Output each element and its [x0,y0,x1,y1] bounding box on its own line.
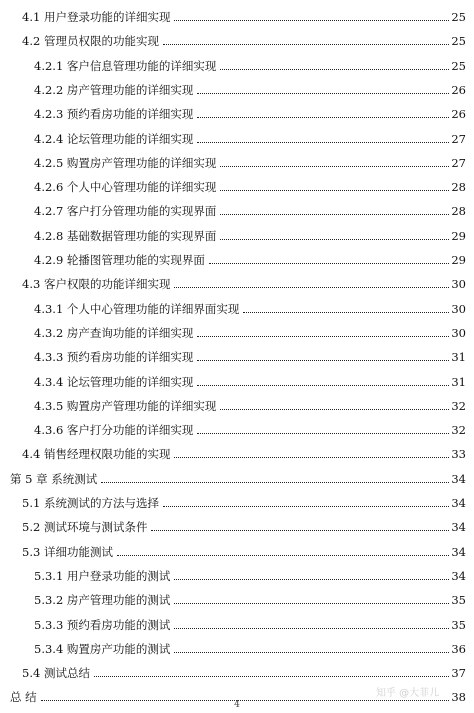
toc-entry-page: 34 [451,520,466,535]
toc-entry-page: 26 [451,82,466,97]
toc-entry[interactable] [22,486,466,510]
toc-entry-title: 4.2.3 预约看房功能的详细实现 [34,107,194,122]
toc-entry-title: 5.3.3 预约看房功能的测试 [34,617,171,632]
toc-entry-page: 29 [451,228,466,243]
toc-leader-dots [117,555,449,556]
toc-leader-dots [174,652,449,653]
toc-entry-page: 31 [451,350,466,365]
toc-entry-title: 5.3 详细功能测试 [22,544,113,559]
toc-entry-page: 27 [451,155,466,170]
toc-entry-title: 4.2.7 客户打分管理功能的实现界面 [34,204,217,219]
toc-leader-dots [197,93,449,94]
toc-entry[interactable] [34,413,466,437]
toc-entry-title: 5.3.1 用户登录功能的测试 [34,568,171,583]
toc-entry[interactable] [22,510,466,534]
toc-leader-dots [174,287,449,288]
toc-leader-dots [163,44,449,45]
toc-entry[interactable] [22,24,466,48]
toc-entry-page: 37 [451,666,466,681]
toc-entry-page: 31 [451,374,466,389]
toc-entry-page: 29 [451,253,466,267]
toc-entry-page: 36 [451,641,466,656]
toc-entry-title: 4.3.1 个人中心管理功能的详细界面实现 [34,301,240,316]
toc-entry-title: 4.3 客户权限的功能详细实现 [22,277,171,292]
toc-entry[interactable] [34,632,466,656]
toc-entry-title: 4.3.6 客户打分功能的详细实现 [34,423,194,438]
toc-entry-title: 5.2 测试环境与测试条件 [22,520,148,535]
toc-entry[interactable] [34,365,466,389]
toc-entry[interactable] [34,49,466,73]
watermark: 知乎 @大菲儿 [376,688,440,699]
toc-entry-title: 4.2.6 个人中心管理功能的详细实现 [34,180,217,195]
toc-entry-title: 4.4 销售经理权限功能的实现 [22,447,171,462]
toc-entry-page: 38 [451,690,466,705]
toc-leader-dots [101,482,449,483]
toc-entry[interactable] [10,462,466,486]
toc-entry-page: 32 [451,423,466,438]
toc-leader-dots [163,506,449,507]
toc-entry[interactable] [34,389,466,413]
toc-entry-title: 5.3.2 房产管理功能的测试 [34,593,171,608]
toc-entry-title: 4.3.4 论坛管理功能的详细实现 [34,374,194,389]
toc-entry-title: 4.2.9 轮播图管理功能的实现界面 [34,253,205,267]
toc-leader-dots [94,676,449,677]
toc-entry[interactable] [34,340,466,364]
toc-entry[interactable] [22,437,466,461]
toc-leader-dots [197,142,449,143]
toc-entry[interactable] [34,559,466,583]
toc-entry[interactable] [34,219,466,243]
toc-entry-page: 34 [451,496,466,510]
toc-entry-title: 4.3.5 购置房产管理功能的详细实现 [34,398,217,413]
toc-leader-dots [220,69,449,70]
toc-entry-page: 27 [451,131,466,146]
toc-entry-title: 5.3.4 购置房产功能的测试 [34,641,171,656]
toc-entry[interactable] [34,583,466,607]
toc-entry-page: 34 [451,568,466,583]
toc-entry-title: 总 结 [10,690,37,705]
toc-leader-dots [174,457,449,458]
toc-entry-page: 26 [451,107,466,122]
toc-entry-title: 4.2 管理员权限的功能实现 [22,34,159,49]
toc-entry[interactable] [34,170,466,194]
toc-entry[interactable] [34,292,466,316]
toc-leader-dots [174,579,449,580]
page-number: 4 [234,700,240,710]
toc-leader-dots [220,166,449,167]
toc-entry-page: 25 [451,10,466,24]
toc-entry-title: 4.3.3 预约看房功能的详细实现 [34,350,194,365]
toc-leader-dots [174,603,449,604]
toc-entry-title: 4.2.8 基础数据管理功能的实现界面 [34,228,217,243]
toc-entry-page: 34 [451,544,466,559]
toc-entry-page: 25 [451,34,466,49]
toc-leader-dots [209,263,449,264]
toc-entry[interactable] [34,194,466,218]
toc-entry-page: 33 [451,447,466,462]
toc-entry-page: 35 [451,617,466,632]
toc-leader-dots [220,239,449,240]
toc-leader-dots [197,433,449,434]
toc-entry-page: 30 [451,277,466,292]
toc-entry-page: 34 [451,471,466,486]
toc-entry-title: 4.2.1 客户信息管理功能的详细实现 [34,58,217,73]
toc-entry[interactable] [22,267,466,291]
toc-entry-title: 4.1 用户登录功能的详细实现 [22,10,171,24]
toc-leader-dots [243,312,449,313]
toc-leader-dots [220,214,449,215]
toc-entry-title: 5.1 系统测试的方法与选择 [22,496,159,510]
toc-entry[interactable] [22,535,466,559]
toc-leader-dots [197,117,449,118]
toc-entry[interactable] [22,656,466,680]
toc-entry[interactable] [34,73,466,97]
toc-entry[interactable] [34,608,466,632]
toc-entry[interactable] [34,97,466,121]
toc-entry-page: 32 [451,398,466,413]
toc-entry-title: 4.2.4 论坛管理功能的详细实现 [34,131,194,146]
toc-entry[interactable] [34,316,466,340]
toc-entry-title: 第 5 章 系统测试 [10,471,98,486]
toc-entry[interactable] [34,122,466,146]
toc-leader-dots [174,20,449,21]
toc-entry-title: 5.4 测试总结 [22,666,90,681]
toc-entry-page: 28 [451,204,466,219]
toc-entry-page: 35 [451,593,466,608]
toc-entry-page: 28 [451,180,466,195]
toc-entry-page: 25 [451,58,466,73]
toc-entry-title: 4.2.5 购置房产管理功能的详细实现 [34,155,217,170]
toc-leader-dots [174,628,449,629]
toc-entry-page: 30 [451,325,466,340]
toc-leader-dots [220,409,449,410]
toc-leader-dots [151,530,449,531]
toc-entry[interactable] [22,0,466,24]
toc-entry-title: 4.3.2 房产查询功能的详细实现 [34,325,194,340]
toc-leader-dots [197,336,449,337]
toc-leader-dots [220,190,449,191]
toc-leader-dots [197,360,449,361]
toc-leader-dots [197,385,449,386]
toc-entry-title: 4.2.2 房产管理功能的详细实现 [34,82,194,97]
toc-entry[interactable] [34,243,466,267]
toc-entry[interactable] [34,146,466,170]
toc-entry-page: 30 [451,301,466,316]
